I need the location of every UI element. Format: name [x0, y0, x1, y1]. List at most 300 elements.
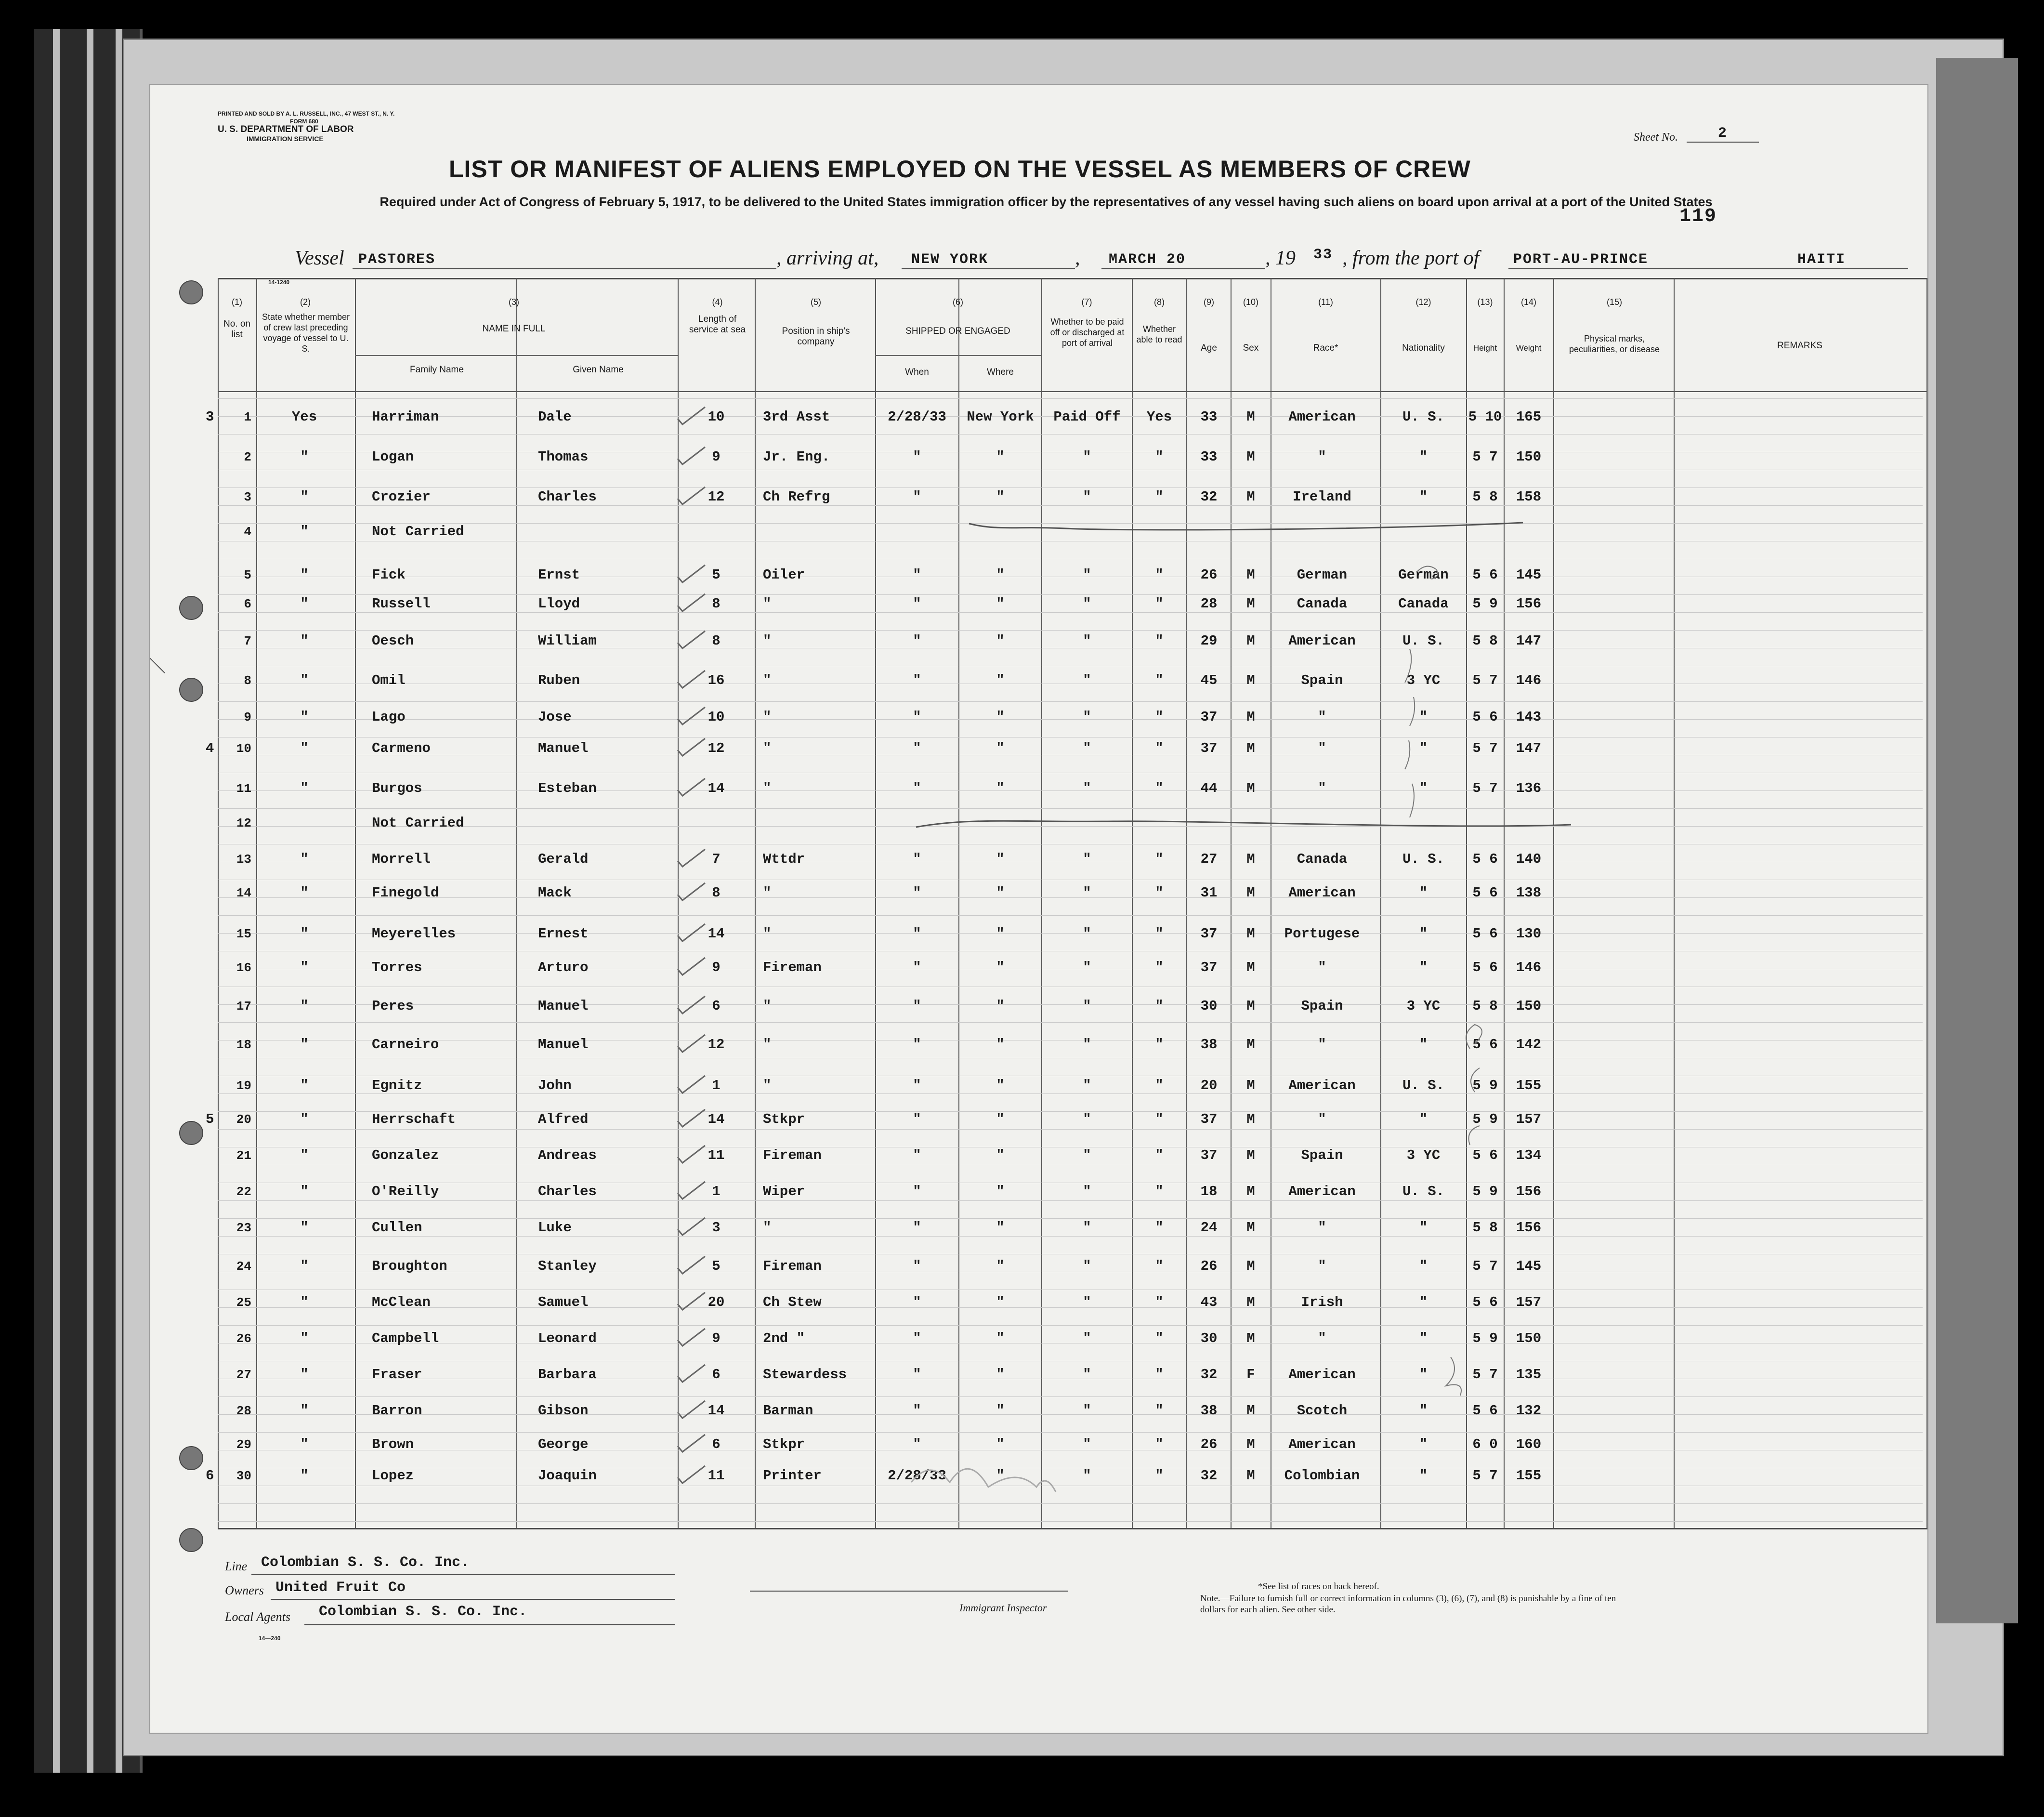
margin-marker: 5 [206, 1111, 214, 1127]
col10-header: Sex [1243, 343, 1259, 353]
cell-nat: " [1419, 1220, 1428, 1236]
cell-given: Esteban [538, 780, 597, 796]
cell-nat: " [1419, 960, 1428, 975]
cell-ht: 5 6 [1472, 1147, 1498, 1163]
cell-family: Not Carried [372, 524, 464, 540]
cell-sex: M [1246, 633, 1255, 649]
form-number: FORM 680 [290, 118, 318, 125]
cell-where: " [996, 567, 1005, 583]
cell-family: Lago [372, 709, 406, 725]
cell-ht: 5 6 [1472, 1403, 1498, 1419]
cell-family: Fick [372, 567, 406, 583]
cell-paid: " [1083, 1147, 1091, 1163]
cell-where: " [996, 1436, 1005, 1452]
cell-family: Fraser [372, 1367, 422, 1382]
cell-where: " [996, 1220, 1005, 1236]
cell-given: Ruben [538, 672, 580, 688]
cell-read: " [1155, 885, 1164, 901]
cell-age: 32 [1200, 1367, 1218, 1382]
agents-label: Local Agents [225, 1610, 291, 1624]
cell-family: Harriman [372, 409, 439, 425]
cell-sex: M [1246, 1078, 1255, 1093]
cell-when: " [913, 449, 921, 465]
cell-wt: 156 [1516, 596, 1542, 612]
cell-family: Gonzalez [372, 1147, 439, 1163]
cell-family: Torres [372, 960, 422, 975]
cell-prev: " [300, 1436, 309, 1452]
row-number: 25 [236, 1295, 251, 1310]
family-name-header: Family Name [410, 365, 464, 375]
cell-when: " [913, 1258, 921, 1274]
cell-where: " [996, 1258, 1005, 1274]
cell-read: " [1155, 596, 1164, 612]
cell-pos: Jr. Eng. [763, 449, 830, 465]
cell-read: " [1155, 1147, 1164, 1163]
cell-family: Egnitz [372, 1078, 422, 1093]
cell-age: 32 [1200, 1468, 1218, 1484]
cell-when: " [913, 1367, 921, 1382]
cell-wt: 140 [1516, 851, 1542, 867]
col10-number: (10) [1243, 297, 1258, 307]
vessel-name: PASTORES [358, 251, 436, 268]
cell-nat: U. S. [1402, 851, 1444, 867]
row-number: 7 [244, 634, 251, 648]
cell-when: " [913, 851, 921, 867]
cell-age: 37 [1200, 1111, 1218, 1127]
cell-pos: " [763, 596, 772, 612]
cell-paid: " [1083, 596, 1091, 612]
row-number: 30 [236, 1469, 251, 1483]
row-number: 16 [236, 961, 251, 975]
cell-paid: " [1083, 851, 1091, 867]
cell-prev: " [300, 885, 309, 901]
sheet-number: 2 [1687, 125, 1759, 143]
cell-read: " [1155, 567, 1164, 583]
cell-family: O'Reilly [372, 1184, 439, 1199]
cell-race: Ireland [1293, 489, 1351, 505]
cell-nat: U. S. [1402, 1078, 1444, 1093]
cell-ht: 5 9 [1472, 596, 1498, 612]
col1-number: (1) [232, 297, 242, 307]
cell-svc: 11 [708, 1468, 725, 1484]
line-value: Colombian S. S. Co. Inc. [261, 1554, 470, 1571]
cell-ht: 5 8 [1472, 998, 1498, 1014]
cell-wt: 165 [1516, 409, 1542, 425]
cell-where: " [996, 926, 1005, 942]
cell-race: " [1318, 1330, 1326, 1346]
cell-age: 26 [1200, 1436, 1218, 1452]
cell-ht: 6 0 [1472, 1436, 1498, 1452]
cell-paid: " [1083, 1436, 1091, 1452]
col2-header: State whether member of crew last preceding voyage of vessel to U. S. [262, 312, 350, 354]
cell-nat: " [1419, 1330, 1428, 1346]
cell-read: " [1155, 672, 1164, 688]
cell-svc: 14 [708, 926, 725, 942]
cell-race: Colombian [1284, 1468, 1360, 1484]
cell-family: Brown [372, 1436, 414, 1452]
year-prefix: , 19 [1265, 247, 1296, 269]
cell-age: 37 [1200, 926, 1218, 942]
col9-header: Age [1201, 343, 1217, 353]
col3-header: NAME IN FULL [482, 324, 546, 334]
cell-wt: 136 [1516, 780, 1542, 796]
cell-family: Carneiro [372, 1037, 439, 1053]
cell-where: " [996, 709, 1005, 725]
arrival-port: NEW YORK [911, 251, 989, 268]
cell-sex: M [1246, 1436, 1255, 1452]
cell-wt: 142 [1516, 1037, 1542, 1053]
cell-age: 27 [1200, 851, 1218, 867]
cell-when: " [913, 780, 921, 796]
cell-read: " [1155, 1078, 1164, 1093]
cell-where: " [996, 1330, 1005, 1346]
cell-sex: M [1246, 1220, 1255, 1236]
given-name-header: Given Name [573, 365, 624, 375]
row-number: 20 [236, 1112, 251, 1127]
cell-prev: " [300, 960, 309, 975]
cell-paid: " [1083, 672, 1091, 688]
cell-svc: 7 [712, 851, 721, 867]
cell-prev: " [300, 1220, 309, 1236]
cell-sex: M [1246, 1468, 1255, 1484]
cell-read: " [1155, 489, 1164, 505]
cell-read: " [1155, 1111, 1164, 1127]
cell-paid: " [1083, 1220, 1091, 1236]
cell-where: " [996, 998, 1005, 1014]
cell-svc: 14 [708, 1403, 725, 1419]
cell-given: Ernst [538, 567, 580, 583]
cell-wt: 157 [1516, 1294, 1542, 1310]
cell-pos: Fireman [763, 960, 822, 975]
cell-pos: 3rd Asst [763, 409, 830, 425]
cell-race: Canada [1297, 851, 1348, 867]
cell-ht: 5 6 [1472, 926, 1498, 942]
cell-given: Alfred [538, 1111, 589, 1127]
cell-prev: " [300, 1184, 309, 1199]
row-number: 12 [236, 816, 251, 830]
row-number: 27 [236, 1368, 251, 1382]
cell-sex: M [1246, 1184, 1255, 1199]
cell-ht: 5 7 [1472, 1258, 1498, 1274]
cell-given: Joaquin [538, 1468, 597, 1484]
cell-ht: 5 10 [1468, 409, 1502, 425]
cell-race: Scotch [1297, 1403, 1348, 1419]
cell-sex: M [1246, 449, 1255, 465]
cell-family: Herrschaft [372, 1111, 456, 1127]
form-code-bottom: 14—240 [259, 1635, 281, 1642]
cell-svc: 6 [712, 1367, 721, 1382]
cell-ht: 5 6 [1472, 567, 1498, 583]
cell-svc: 9 [712, 449, 721, 465]
cell-ht: 5 6 [1472, 1037, 1498, 1053]
cell-pos: " [763, 672, 772, 688]
cell-ht: 5 7 [1472, 449, 1498, 465]
cell-age: 20 [1200, 1078, 1218, 1093]
cell-paid: " [1083, 885, 1091, 901]
cell-race: Canada [1297, 596, 1348, 612]
department-name: U. S. DEPARTMENT OF LABOR [218, 124, 354, 134]
cell-age: 26 [1200, 1258, 1218, 1274]
cell-svc: 8 [712, 596, 721, 612]
cell-when: " [913, 489, 921, 505]
cell-sex: M [1246, 926, 1255, 942]
cell-family: Cullen [372, 1220, 422, 1236]
cell-pos: " [763, 780, 772, 796]
col11-header: Race* [1313, 343, 1338, 353]
cell-age: 45 [1200, 672, 1218, 688]
cell-race: " [1318, 449, 1326, 465]
cell-paid: " [1083, 1330, 1091, 1346]
cell-race: Spain [1301, 998, 1343, 1014]
cell-prev: " [300, 672, 309, 688]
cell-svc: 3 [712, 1220, 721, 1236]
cell-sex: M [1246, 1403, 1255, 1419]
cell-read: " [1155, 926, 1164, 942]
cell-where: " [996, 1468, 1005, 1484]
cell-paid: " [1083, 1078, 1091, 1093]
cell-ht: 5 6 [1472, 709, 1498, 725]
cell-where: " [996, 633, 1005, 649]
cell-sex: M [1246, 1258, 1255, 1274]
cell-where: " [996, 780, 1005, 796]
cell-ht: 5 7 [1472, 1367, 1498, 1382]
cell-svc: 5 [712, 1258, 721, 1274]
cell-nat: U. S. [1402, 1184, 1444, 1199]
cell-pos: " [763, 998, 772, 1014]
col14-number: (14) [1520, 297, 1536, 307]
page-shadow [1936, 58, 2018, 1623]
row-number: 15 [236, 927, 251, 941]
margin-marker: 3 [206, 409, 214, 425]
cell-pos: Oiler [763, 567, 805, 583]
cell-race: " [1318, 1037, 1326, 1053]
cell-read: " [1155, 449, 1164, 465]
cell-pos: Wiper [763, 1184, 805, 1199]
cell-nat: " [1419, 709, 1428, 725]
row-number: 26 [236, 1331, 251, 1346]
col3-number: (3) [509, 297, 519, 307]
shipped-when-header: When [905, 367, 929, 377]
cell-where: " [996, 851, 1005, 867]
cell-nat: " [1419, 780, 1428, 796]
cell-sex: M [1246, 885, 1255, 901]
cell-svc: 16 [708, 672, 725, 688]
manifest-page [149, 84, 1928, 1734]
cell-read: " [1155, 1258, 1164, 1274]
cell-prev: " [300, 780, 309, 796]
cell-given: Thomas [538, 449, 589, 465]
margin-scribble [1446, 1357, 1461, 1396]
cell-nat: 3 YC [1406, 998, 1441, 1014]
cell-paid: " [1083, 1403, 1091, 1419]
cell-paid: Paid Off [1053, 409, 1121, 425]
cell-race: " [1318, 1258, 1326, 1274]
cell-race: American [1288, 1078, 1356, 1093]
cell-race: Irish [1301, 1294, 1343, 1310]
cell-given: Arturo [538, 960, 589, 975]
cell-age: 33 [1200, 409, 1218, 425]
cell-when: " [913, 926, 921, 942]
cell-read: " [1155, 740, 1164, 756]
cell-svc: 5 [712, 567, 721, 583]
agents-field-line [304, 1624, 675, 1625]
cell-paid: " [1083, 740, 1091, 756]
cell-nat: " [1419, 926, 1428, 942]
cell-svc: 12 [708, 740, 725, 756]
cell-ht: 5 9 [1472, 1330, 1498, 1346]
cell-family: Finegold [372, 885, 439, 901]
col13-header: Height [1473, 343, 1497, 353]
row-number: 13 [236, 852, 251, 867]
col6-number: (6) [953, 297, 963, 307]
eng-note-scribble [1417, 566, 1438, 579]
cell-prev: " [300, 709, 309, 725]
cell-wt: 145 [1516, 1258, 1542, 1274]
cell-read: " [1155, 851, 1164, 867]
cell-pos: " [763, 885, 772, 901]
col4-header: Length of service at sea [689, 314, 746, 335]
cell-prev: " [300, 449, 309, 465]
owners-value: United Fruit Co [275, 1580, 406, 1596]
cell-svc: 9 [712, 960, 721, 975]
cell-read: " [1155, 1468, 1164, 1484]
cell-read: " [1155, 780, 1164, 796]
cell-race: " [1318, 1111, 1326, 1127]
cell-when: " [913, 885, 921, 901]
row-number: 28 [236, 1404, 251, 1418]
cell-paid: " [1083, 1184, 1091, 1199]
cell-prev: Yes [291, 409, 317, 425]
col9-number: (9) [1204, 297, 1214, 307]
row-number: 3 [244, 490, 251, 504]
col4-number: (4) [712, 297, 723, 307]
cell-prev: " [300, 524, 309, 540]
cell-nat: " [1419, 740, 1428, 756]
cell-wt: 146 [1516, 672, 1542, 688]
cell-sex: M [1246, 1330, 1255, 1346]
cell-ht: 5 6 [1472, 851, 1498, 867]
cell-where: " [996, 960, 1005, 975]
cell-family: Logan [372, 449, 414, 465]
cell-paid: " [1083, 1037, 1091, 1053]
cell-read: " [1155, 960, 1164, 975]
cell-age: 31 [1200, 885, 1218, 901]
cell-given: Manuel [538, 740, 589, 756]
line-field-line [251, 1574, 675, 1575]
cell-pos: " [763, 740, 772, 756]
cell-svc: 1 [712, 1078, 721, 1093]
cell-prev: " [300, 1111, 309, 1127]
cell-wt: 160 [1516, 1436, 1542, 1452]
not-carried-line [969, 523, 1523, 530]
col1-header: No. on list [223, 319, 250, 340]
cell-prev: " [300, 1367, 309, 1382]
cell-wt: 147 [1516, 633, 1542, 649]
cell-given: Jose [538, 709, 572, 725]
cell-given: William [538, 633, 597, 649]
cell-prev: " [300, 1258, 309, 1274]
cell-wt: 156 [1516, 1184, 1542, 1199]
cell-read: " [1155, 709, 1164, 725]
cell-sex: M [1246, 780, 1255, 796]
cell-where: " [996, 1184, 1005, 1199]
cell-age: 24 [1200, 1220, 1218, 1236]
cell-paid: " [1083, 489, 1091, 505]
cell-nat: " [1419, 449, 1428, 465]
cell-prev: " [300, 1330, 309, 1346]
cell-ht: 5 9 [1472, 1111, 1498, 1127]
cell-paid: " [1083, 709, 1091, 725]
cell-ht: 5 7 [1472, 1468, 1498, 1484]
cell-pos: 2nd " [763, 1330, 805, 1346]
cell-ht: 5 8 [1472, 1220, 1498, 1236]
cell-wt: 143 [1516, 709, 1542, 725]
cell-when: " [913, 1037, 921, 1053]
inspector-label: Immigrant Inspector [959, 1602, 1047, 1614]
cell-svc: 14 [708, 1111, 725, 1127]
margin-scribble [1405, 649, 1415, 817]
departure-country: HAITI [1797, 251, 1846, 268]
cell-ht: 5 7 [1472, 740, 1498, 756]
cell-when: " [913, 1078, 921, 1093]
cell-race: " [1318, 960, 1326, 975]
cell-ht: 5 8 [1472, 489, 1498, 505]
cell-family: Peres [372, 998, 414, 1014]
col7-number: (7) [1081, 297, 1092, 307]
cell-wt: 134 [1516, 1147, 1542, 1163]
cell-sex: M [1246, 709, 1255, 725]
cell-when: " [913, 1403, 921, 1419]
cell-paid: " [1083, 633, 1091, 649]
spain-note-scribble [1466, 1025, 1482, 1145]
col5-header: Position in ship's company [782, 326, 850, 347]
cell-given: John [538, 1078, 572, 1093]
cell-where: " [996, 1111, 1005, 1127]
cell-where: " [996, 1037, 1005, 1053]
cell-age: 44 [1200, 780, 1218, 796]
cell-where: " [996, 1147, 1005, 1163]
cell-read: " [1155, 1367, 1164, 1382]
cell-wt: 146 [1516, 960, 1542, 975]
cell-svc: 9 [712, 1330, 721, 1346]
cell-race: American [1288, 885, 1356, 901]
cell-svc: 8 [712, 885, 721, 901]
col15-header: Physical marks, peculiarities, or disease [1569, 334, 1660, 354]
page-number: 119 [1679, 206, 1717, 227]
margin-marker: 6 [206, 1468, 214, 1484]
cell-read: " [1155, 1330, 1164, 1346]
cell-given: Gerald [538, 851, 589, 867]
cell-given: Stanley [538, 1258, 597, 1274]
binder-strip [116, 29, 122, 1773]
cell-where: " [996, 885, 1005, 901]
cell-ht: 5 7 [1472, 780, 1498, 796]
cell-nat: Canada [1398, 596, 1449, 612]
margin-marker: 4 [206, 740, 214, 756]
cell-when: " [913, 1111, 921, 1127]
cell-when: " [913, 1330, 921, 1346]
cell-age: 37 [1200, 709, 1218, 725]
cell-wt: 130 [1516, 926, 1542, 942]
cell-nat: " [1419, 1403, 1428, 1419]
handwritten-marks [150, 85, 1927, 1530]
cell-when: " [913, 1220, 921, 1236]
comma: , [1075, 247, 1080, 269]
cell-age: 33 [1200, 449, 1218, 465]
cell-wt: 155 [1516, 1078, 1542, 1093]
row-number: 24 [236, 1259, 251, 1274]
cell-svc: 12 [708, 1037, 725, 1053]
